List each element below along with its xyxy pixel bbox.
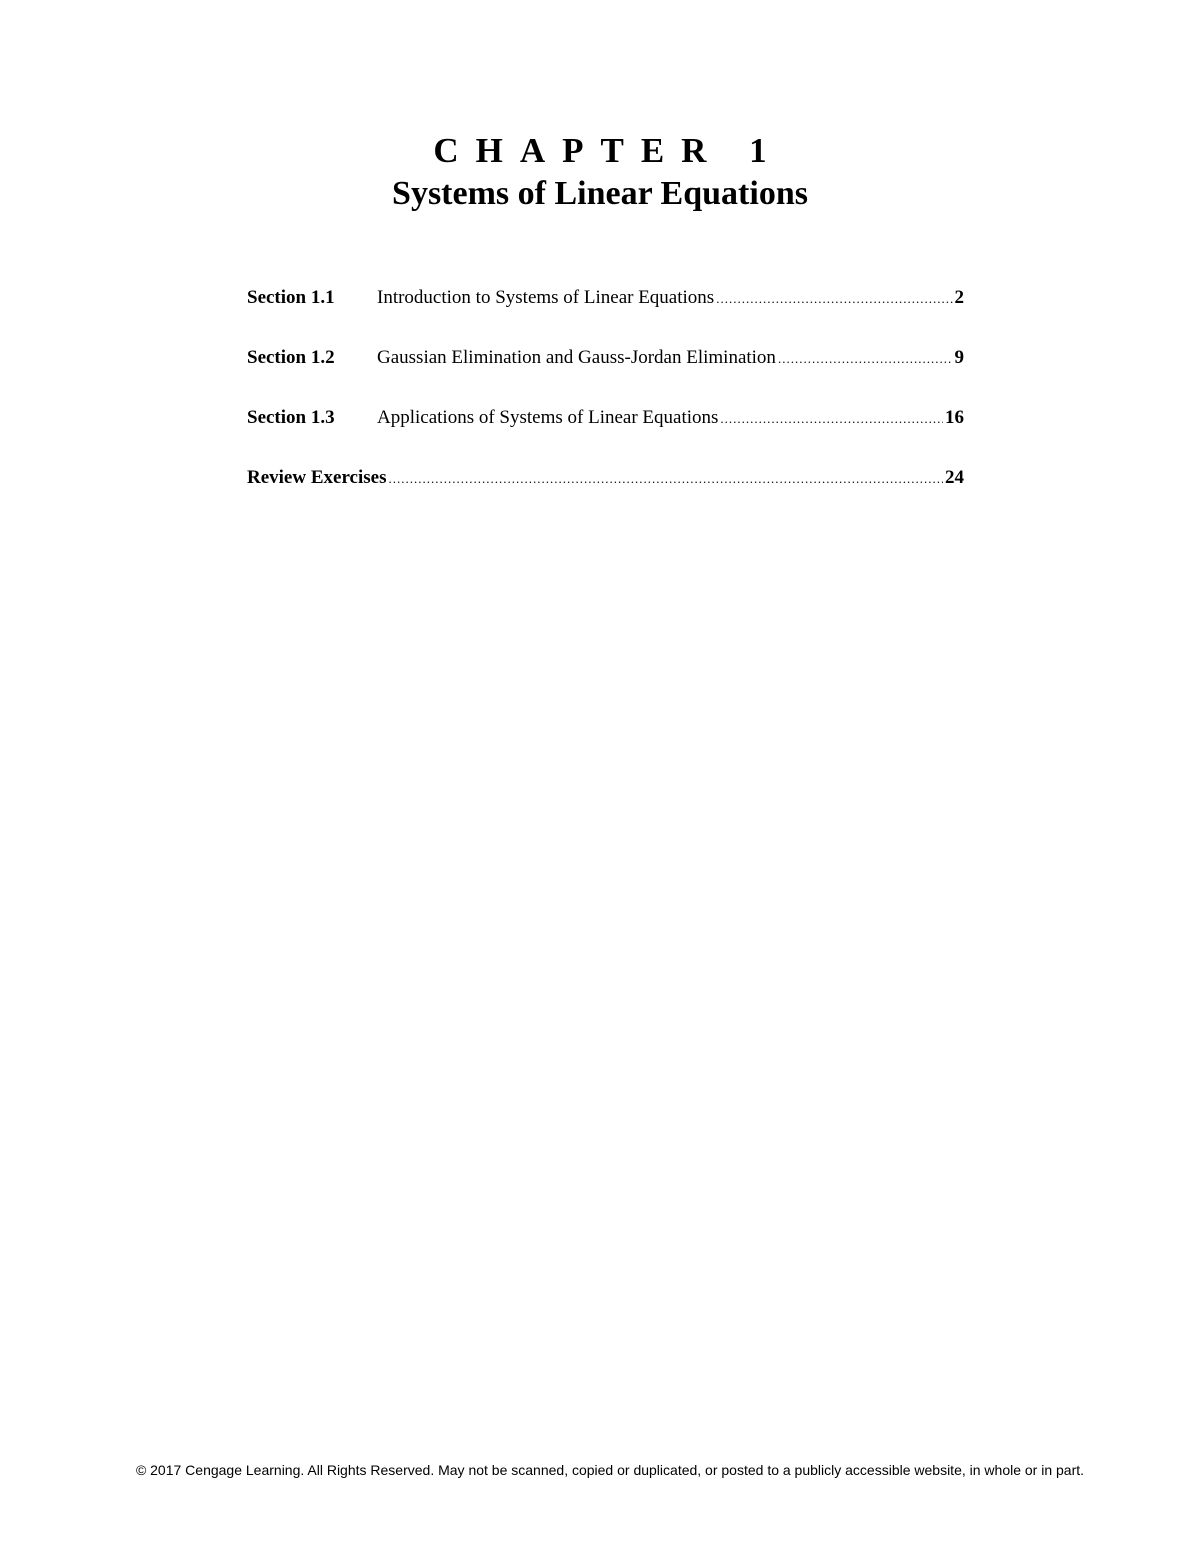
toc-entry-section-1-2[interactable] (247, 343, 964, 373)
toc-section-label: Section 1.3 (247, 407, 335, 428)
toc-entry-section-1-1[interactable] (247, 283, 964, 313)
dot-leader (388, 464, 943, 494)
dot-leader (778, 344, 953, 374)
copyright-footer: © 2017 Cengage Learning. All Rights Reserved. May not be scanned, copied or duplicated, or posted to a publicly accessible website, in whole or in part. (135, 1462, 1085, 1478)
chapter-label: CHAPTER 1 (433, 131, 784, 170)
toc-section-title: Gaussian Elimination and Gauss-Jordan Elimination (377, 347, 776, 368)
toc-section-label: Section 1.2 (247, 347, 335, 368)
dot-leader (720, 404, 943, 434)
toc-section-title: Applications of Systems of Linear Equations (377, 407, 719, 428)
dot-leader (716, 284, 952, 314)
toc-page-number: 24 (945, 467, 964, 488)
toc-review-label: Review Exercises (247, 467, 387, 488)
toc-entry-review-exercises[interactable] (247, 463, 964, 493)
toc-entry-section-1-3[interactable] (247, 403, 964, 433)
table-of-contents (247, 283, 964, 523)
toc-section-title: Introduction to Systems of Linear Equations (377, 287, 715, 308)
toc-page-number: 16 (945, 407, 964, 428)
chapter-title: Systems of Linear Equations (392, 175, 808, 212)
toc-page-number: 9 (954, 347, 964, 368)
toc-section-label: Section 1.1 (247, 287, 335, 308)
toc-page-number: 2 (954, 287, 964, 308)
